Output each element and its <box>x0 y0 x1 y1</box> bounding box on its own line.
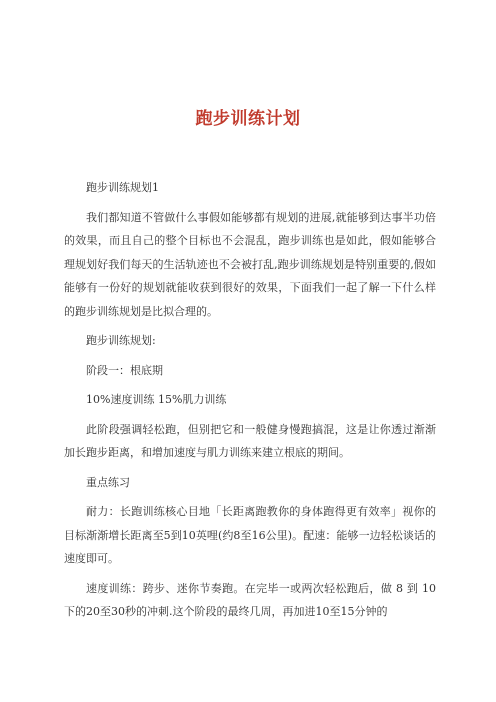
paragraph-training-ratio: 10%速度训练 15%肌力训练 <box>86 393 227 406</box>
paragraph-endurance: 耐力：长跑训练核心目地「长距离跑教你的身体跑得更有效率」视你的目标渐渐增长距离至5到10英哩(约8至16公里)。配速：能够一边轻松谈话的速度即可。 <box>64 505 436 565</box>
paragraph-stage-one: 阶段一：根底期 <box>86 363 163 377</box>
paragraph-key-exercises: 重点练习 <box>86 475 130 489</box>
paragraph-heading-plan-1: 跑步训练规划1 <box>86 181 159 194</box>
document-body <box>64 176 436 624</box>
paragraph-speed-training: 速度训练：跨步、迷你节奏跑。在完毕一或两次轻松跑后，做 8 到 10下的20至30秒的冲刺.这个阶段的最终几周，再加进10至15分钟的 <box>64 581 436 618</box>
document-title: 跑步训练计划 <box>195 109 301 129</box>
paragraph-stage-description: 此阶段强调轻松跑，但别把它和一般健身慢跑搞混，这是让你透过渐渐加长跑步距离，和增加速度与肌力训练来建立根底的期间。 <box>64 422 436 459</box>
paragraph-plan-label: 跑步训练规划: <box>86 334 156 347</box>
paragraph-intro: 我们都知道不管做什么事假如能够都有规划的进展,就能够到达事半功倍的效果，而且自己的整个目标也不会混乱，跑步训练也是如此，假如能够合理规划好我们每天的生活轨迹也不会被打乱,跑步训练规划是特别重要的,假如能够有一份好的规划就能收获到很好的效果，下面我们一起了解一下什么样的跑步训练规划是比拟合理的。 <box>64 210 436 318</box>
